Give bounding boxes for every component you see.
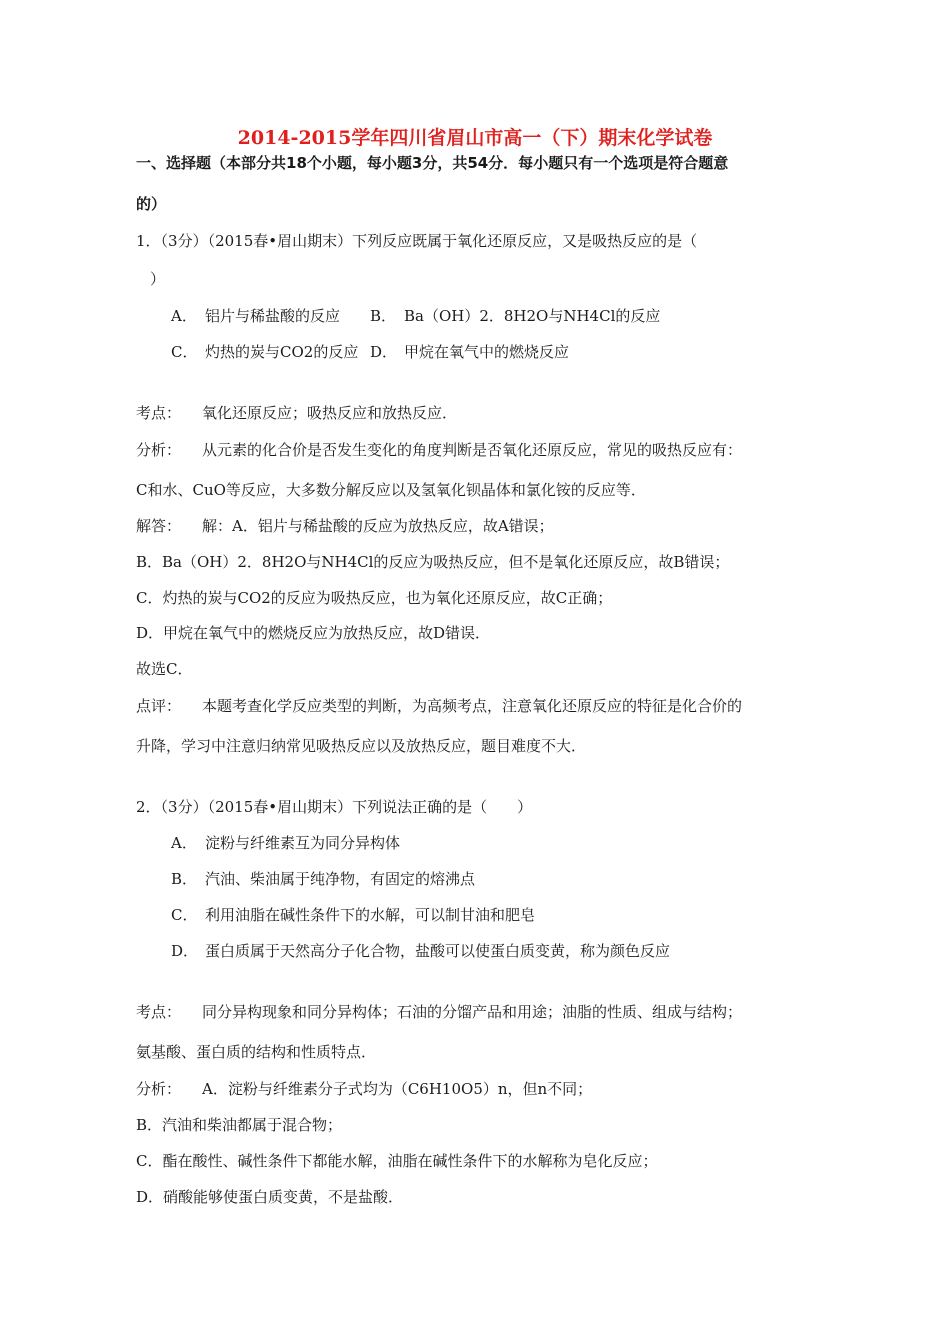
q1-fenxi-line1 — [136, 440, 742, 460]
section-heading-line2: 的） — [136, 195, 167, 213]
q2-option-d-letter: D． — [171, 942, 199, 960]
q2-kaodian-label: 考点： — [136, 1003, 182, 1021]
q2-kaodian-text1: 同分异构现象和同分异构体；石油的分馏产品和用途；油脂的性质、组成与结构； — [202, 1003, 743, 1021]
q2-option-c-letter: C． — [171, 906, 198, 924]
exam-title: 2014-2015学年四川省眉山市高一（下）期末化学试卷 — [237, 127, 713, 149]
q1-option-d — [370, 342, 569, 362]
q1-dianping-line1 — [136, 696, 742, 716]
q1-kaodian-text: 氧化还原反应；吸热反应和放热反应． — [202, 404, 458, 422]
q2-fenxi-line4: D．硝酸能够使蛋白质变黄，不是盐酸． — [136, 1188, 404, 1206]
q1-fenxi-label: 分析： — [136, 441, 182, 459]
q2-fenxi-line3: C．酯在酸性、碱性条件下都能水解，油脂在碱性条件下的水解称为皂化反应； — [136, 1152, 658, 1170]
q2-option-c — [171, 905, 535, 925]
q1-option-d-text: 甲烷在氧气中的燃烧反应 — [404, 343, 570, 361]
q1-option-c-letter: C． — [171, 343, 198, 361]
q1-option-b-text: Ba（OH）2．8H2O与NH4Cl的反应 — [404, 307, 661, 325]
q2-option-a-text: 淀粉与纤维素互为同分异构体 — [205, 834, 401, 852]
q1-fenxi-text1: 从元素的化合价是否发生变化的角度判断是否氧化还原反应，常见的吸热反应有： — [202, 441, 743, 459]
q2-kaodian-line2: 氨基酸、蛋白质的结构和性质特点． — [136, 1043, 377, 1061]
q1-kaodian — [136, 403, 457, 423]
q1-option-d-letter: D． — [370, 343, 398, 361]
q2-option-a-letter: A． — [171, 834, 197, 852]
q1-option-a-text: 铝片与稀盐酸的反应 — [205, 307, 341, 325]
q2-kaodian-line1 — [136, 1002, 742, 1022]
q1-option-a — [171, 306, 340, 326]
q1-stem-line2: ） — [150, 270, 166, 288]
q1-option-b-letter: B． — [370, 307, 397, 325]
q1-option-a-letter: A． — [171, 307, 197, 325]
q1-jieda-label: 解答： — [136, 517, 182, 535]
q2-fenxi-line2: B．汽油和柴油都属于混合物； — [136, 1116, 343, 1134]
q1-dianping-text1: 本题考查化学反应类型的判断，为高频考点，注意氧化还原反应的特征是化合价的 — [202, 697, 743, 715]
q1-jieda-line1 — [136, 516, 554, 536]
q2-option-b-text: 汽油、柴油属于纯净物，有固定的熔沸点 — [205, 870, 476, 888]
q1-fenxi-line2: C和水、CuO等反应，大多数分解反应以及氢氧化钡晶体和氯化铵的反应等． — [136, 481, 646, 499]
q1-option-c-text: 灼热的炭与CO2的反应 — [205, 343, 359, 361]
q1-stem-line1: 1．（3分）（2015春•眉山期末）下列反应既属于氧化还原反应，又是吸热反应的是（ — [136, 232, 698, 250]
q1-jieda-line4: D．甲烷在氧气中的燃烧反应为放热反应，故D错误． — [136, 624, 491, 642]
q1-dianping-line2: 升降，学习中注意归纳常见吸热反应以及放热反应，题目难度不大． — [136, 737, 587, 755]
q1-option-c — [171, 342, 358, 362]
q2-fenxi-text1: A．淀粉与纤维素分子式均为（C6H10O5）n，但n不同； — [202, 1080, 593, 1098]
q2-option-d-text: 蛋白质属于天然高分子化合物，盐酸可以使蛋白质变黄，称为颜色反应 — [205, 942, 671, 960]
q1-jieda-line2: B．Ba（OH）2．8H2O与NH4Cl的反应为吸热反应，但不是氧化还原反应，故B错误； — [136, 553, 730, 571]
q1-jieda-line5: 故选C． — [136, 660, 193, 678]
q2-option-c-text: 利用油脂在碱性条件下的水解，可以制甘油和肥皂 — [205, 906, 536, 924]
q1-kaodian-label: 考点： — [136, 404, 182, 422]
q1-dianping-label: 点评： — [136, 697, 182, 715]
q1-jieda-line3: C．灼热的炭与CO2的反应为吸热反应，也为氧化还原反应，故C正确； — [136, 589, 613, 607]
q2-option-a — [171, 833, 400, 853]
q2-fenxi-line1 — [136, 1079, 592, 1099]
q1-jieda-text1: 解：A．铝片与稀盐酸的反应为放热反应，故A错误； — [202, 517, 554, 535]
q2-option-d — [171, 941, 670, 961]
q2-option-b-letter: B． — [171, 870, 198, 888]
q2-fenxi-label: 分析： — [136, 1080, 182, 1098]
section-heading-line1: 一、选择题（本部分共18个小题，每小题3分，共54分．每小题只有一个选项是符合题意 — [136, 154, 729, 172]
q2-option-b — [171, 869, 475, 889]
q1-option-b — [370, 306, 660, 326]
q2-stem: 2．（3分）（2015春•眉山期末）下列说法正确的是（ ） — [136, 798, 533, 816]
